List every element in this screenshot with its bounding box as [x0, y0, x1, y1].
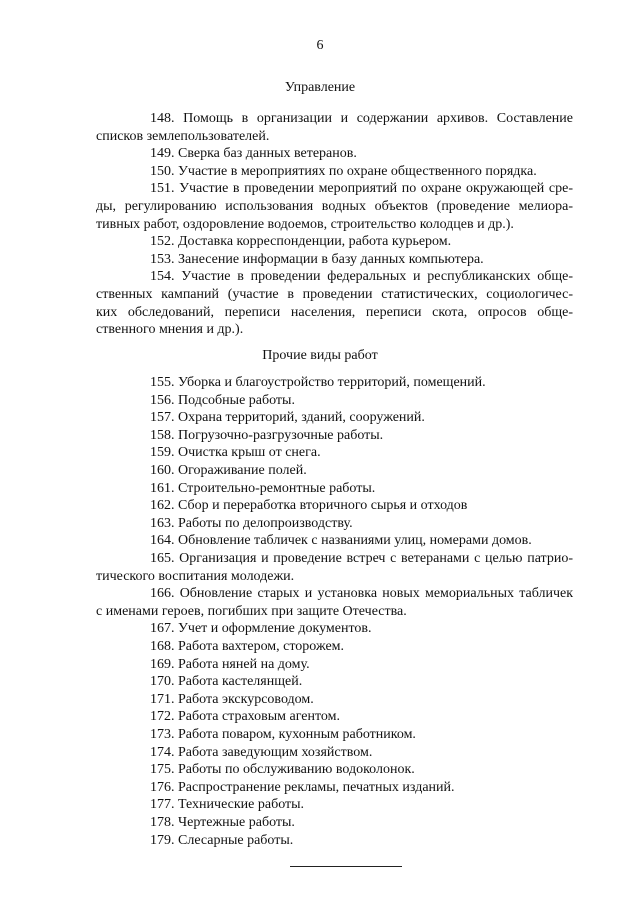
list-item-line: 151. Участие в проведении мероприятий по охране окружающей сре-	[150, 181, 573, 197]
list-item	[123, 744, 573, 762]
list-item-line: 158. Погрузочно-разгрузочные работы.	[150, 427, 384, 443]
list-item	[123, 444, 573, 462]
list-item-line: 154. Участие в проведении федеральных и республиканских обще-	[150, 269, 573, 285]
list-item-line: 175. Работы по обслуживанию водоколонок.	[150, 762, 415, 778]
list-item	[123, 708, 573, 726]
list-item-line: ственного мнения и др.).	[96, 322, 244, 338]
list-item	[123, 515, 573, 533]
list-item	[123, 480, 573, 498]
list-item	[123, 145, 573, 163]
list-item-line: 167. Учет и оформление документов.	[150, 621, 372, 637]
list-item-line: 171. Работа экскурсоводом.	[150, 691, 314, 707]
list-item	[123, 779, 573, 797]
list-item	[123, 374, 573, 392]
list-item-line: тивных работ, оздоровление водоемов, строительство колодцев и др.).	[96, 216, 514, 232]
list-item	[96, 550, 573, 585]
list-item-line: 178. Чертежные работы.	[150, 815, 295, 830]
list-item	[123, 532, 573, 550]
list-item-line: 179. Слесарные работы.	[150, 832, 294, 848]
list-item	[123, 761, 573, 779]
list-item-line: 157. Охрана территорий, зданий, сооружений.	[150, 410, 425, 426]
list-item	[123, 427, 573, 445]
list-item-line: 177. Технические работы.	[150, 797, 305, 813]
list-item	[123, 673, 573, 691]
list-item-line: 155. Уборка и благоустройство территорий, помещений.	[150, 375, 486, 390]
list-item	[123, 409, 573, 427]
list-item-line: ственных кампаний (участие в проведении статистических, социологичес-	[96, 286, 573, 302]
list-item-line: 169. Работа няней на дому.	[150, 656, 310, 672]
list-item-line: 172. Работа страховым агентом.	[150, 709, 341, 725]
list-item-line: 170. Работа кастелянщей.	[150, 674, 303, 690]
list-item-line: списков землепользователей.	[96, 128, 270, 144]
list-item-line: 163. Работы по делопроизводству.	[150, 515, 353, 531]
list-item-line: ды, регулированию использования водных объектов (проведение мелиора-	[96, 198, 573, 214]
list-item-line: 162. Сбор и переработка вторичного сырья и отходов	[150, 498, 468, 514]
list-item-line: 165. Организация и проведение встреч с ветеранами с целью патрио-	[150, 551, 573, 566]
list-item	[123, 638, 573, 656]
list-item-line: 161. Строительно-ремонтные работы.	[150, 480, 376, 496]
list-item-line: 159. Очистка крыш от снега.	[150, 445, 321, 461]
list-item	[123, 691, 573, 709]
list-item-line: 148. Помощь в организации и содержании архивов. Составление	[150, 111, 573, 126]
list-item-line: 156. Подсобные работы.	[150, 392, 295, 408]
list-item	[96, 585, 573, 620]
list-item-line: 149. Сверка баз данных ветеранов.	[150, 146, 357, 162]
list-item-line: 176. Распространение рекламы, печатных изданий.	[150, 779, 455, 795]
list-item-line: тического воспитания молодежи.	[96, 568, 295, 584]
section-heading: Управление	[284, 80, 356, 95]
list-item-line: 164. Обновление табличек с названиями улиц, номерами домов.	[150, 533, 532, 549]
list-item	[123, 233, 573, 251]
list-item-line: 160. Огораживание полей.	[150, 463, 307, 478]
list-item	[123, 832, 573, 850]
list-item	[123, 392, 573, 410]
list-item	[123, 620, 573, 638]
page-number: 6	[316, 38, 324, 53]
list-item-line: 173. Работа поваром, кухонным работником.	[150, 727, 416, 742]
list-item	[123, 163, 573, 181]
section-heading: Прочие виды работ	[262, 348, 378, 363]
footer-divider	[290, 866, 402, 867]
list-item	[96, 180, 573, 233]
list-item	[123, 726, 573, 744]
list-item-line: ких обследований, переписи населения, переписи скота, опросов обще-	[96, 304, 573, 320]
list-item-line: 150. Участие в мероприятиях по охране общественного порядка.	[150, 163, 537, 179]
list-item-line: 166. Обновление старых и установка новых мемориальных табличек	[150, 586, 573, 602]
list-item	[123, 814, 573, 832]
list-item	[123, 796, 573, 814]
list-item	[96, 110, 573, 145]
list-item-line: 174. Работа заведующим хозяйством.	[150, 744, 373, 760]
list-item-line: 152. Доставка корреспонденции, работа курьером.	[150, 234, 452, 250]
list-item-line: 168. Работа вахтером, сторожем.	[150, 639, 345, 654]
list-item-line: 153. Занесение информации в базу данных компьютера.	[150, 251, 484, 267]
list-item	[123, 656, 573, 674]
list-item	[123, 462, 573, 480]
list-item	[96, 268, 573, 338]
list-item	[123, 497, 573, 515]
list-item	[123, 251, 573, 269]
list-item-line: с именами героев, погибших при защите Отечества.	[96, 603, 407, 619]
